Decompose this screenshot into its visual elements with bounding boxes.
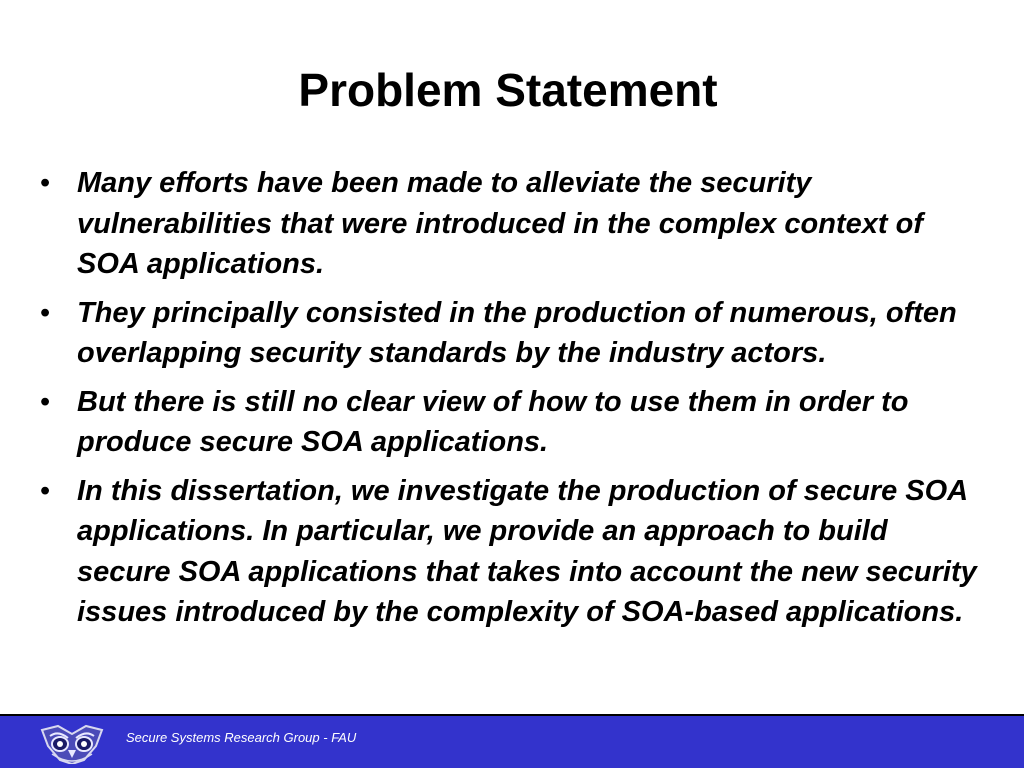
bullet-marker: • [40, 474, 51, 507]
owl-logo-icon [38, 724, 106, 764]
slide-title: Problem Statement [298, 64, 718, 116]
bullet-text: But there is still no clear view of how to use them in order to produce secure SOA applications. [77, 385, 909, 458]
bullet-text: They principally consisted in the production of numerous, often overlapping security standards by the industry actors. [77, 296, 957, 369]
bullet-text: Many efforts have been made to alleviate the security vulnerabilities that were introduced in the complex context of SOA applications. [77, 167, 923, 280]
footer-bar [0, 714, 1024, 768]
footer-text: Secure Systems Research Group - FAU [126, 730, 357, 745]
bullet-item-2 [40, 293, 980, 374]
bullet-item-1 [40, 163, 980, 285]
bullet-list [40, 163, 980, 641]
bullet-text: In this dissertation, we investigate the production of secure SOA applications. In particular, we provide an approach to build secure SOA applications that takes into account the new security issues introduced by the complexity of SOA-based applications. [77, 474, 977, 628]
bullet-item-4 [40, 471, 980, 633]
bullet-item-3 [40, 382, 980, 463]
bullet-marker: • [40, 296, 51, 329]
bullet-marker: • [40, 167, 51, 199]
bullet-marker: • [40, 385, 51, 418]
